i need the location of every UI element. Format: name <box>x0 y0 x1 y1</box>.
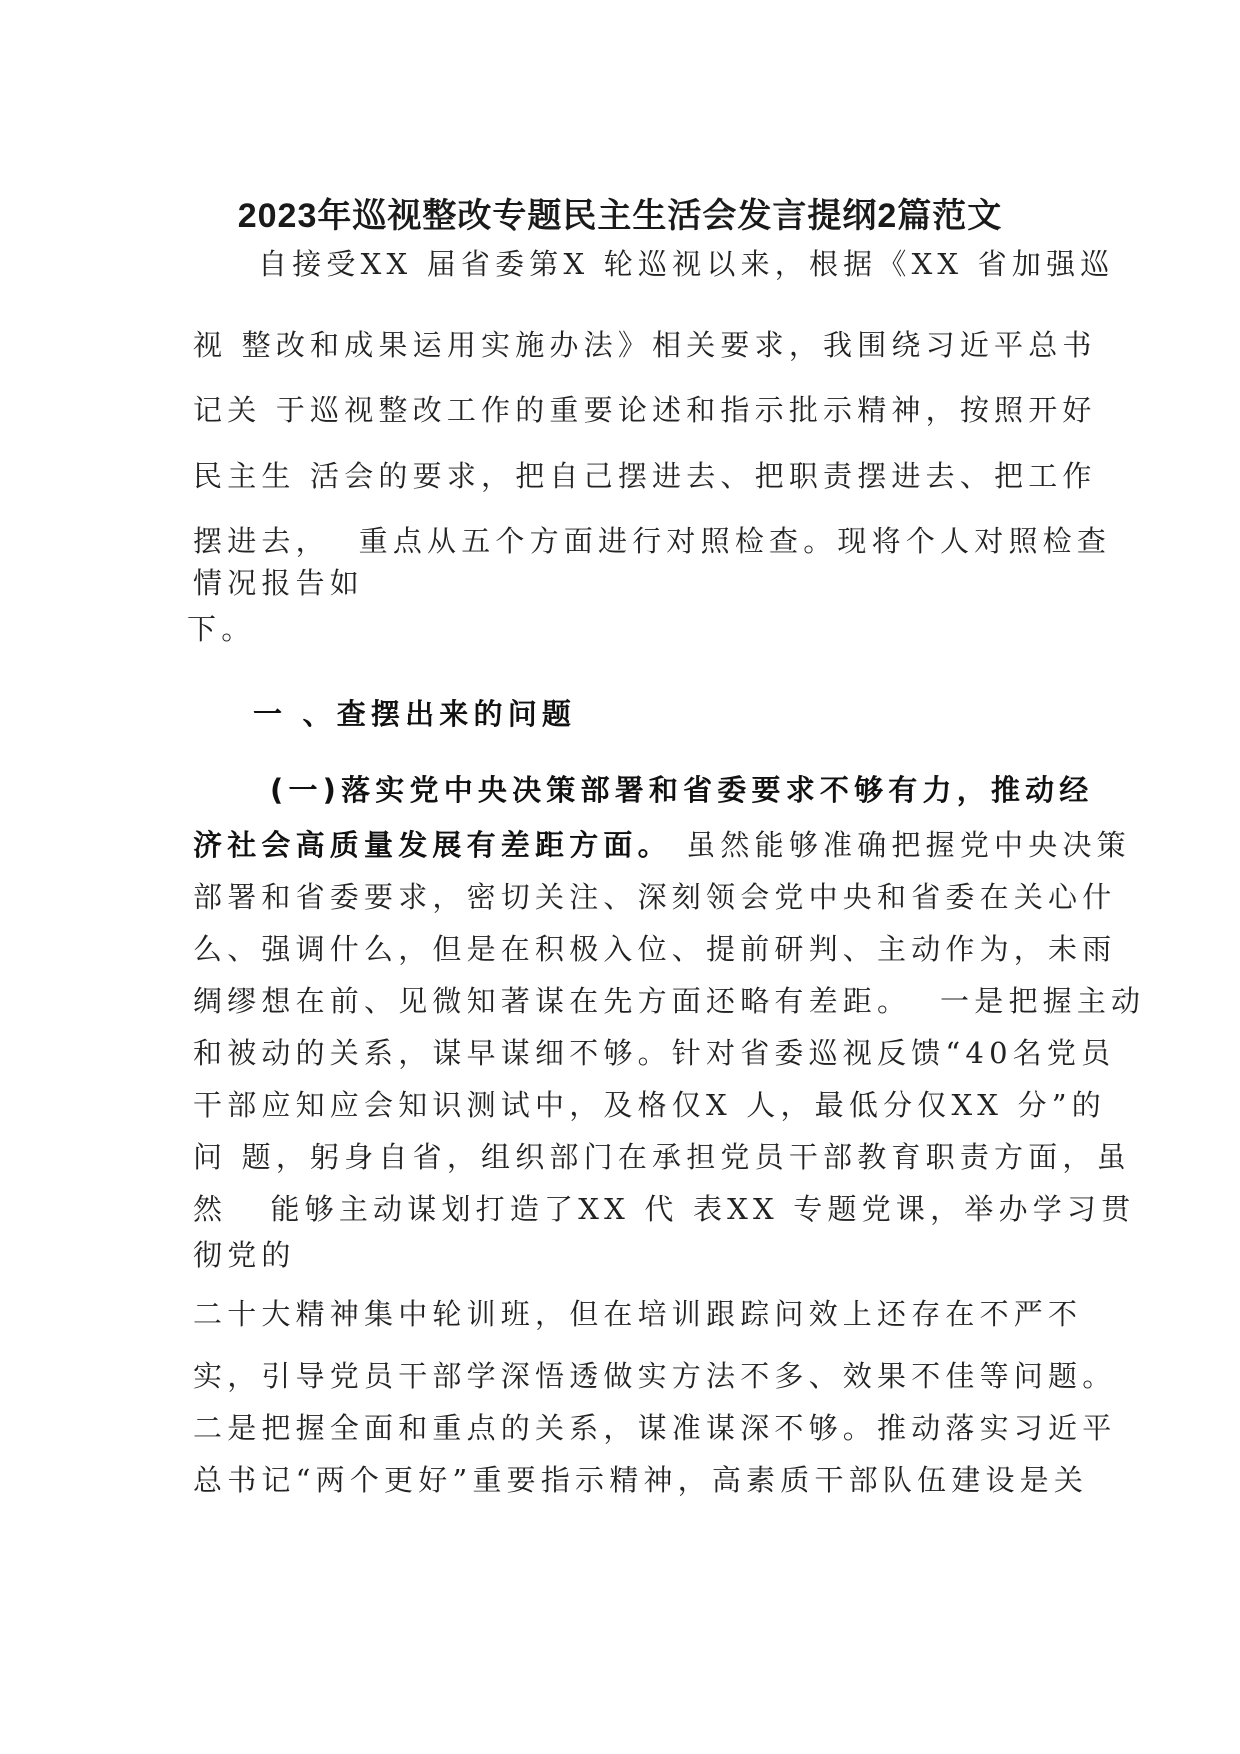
body-line: 总书记“两个更好”重要指示精神，高素质干部队伍建设是关 <box>193 1463 1089 1497</box>
document-title: 2023年巡视整改专题民主生活会发言提纲2篇范文 <box>237 197 1003 235</box>
intro-line: 下。 <box>187 612 256 646</box>
intro-line: 摆进去， 重点从五个方面进行对照检查。现将个人对照检查 <box>193 524 1112 558</box>
intro-line: 情况报告如 <box>193 566 365 600</box>
intro-line: 自接受XX 届省委第X 轮巡视以来，根据《XX 省加强巡 <box>258 247 1115 281</box>
body-line: 部署和省委要求，密切关注、深刻领会党中央和省委在关心什 <box>193 880 1117 914</box>
body-line: 二是把握全面和重点的关系，谋准谋深不够。推动落实习近平 <box>193 1411 1117 1445</box>
body-line: 实，引导党员干部学深悟透做实方法不多、效果不佳等问题。 <box>193 1359 1117 1393</box>
body-line: 绸缪想在前、见微知著谋在先方面还略有差距。 一是把握主动 <box>193 984 1146 1018</box>
section-heading: 一 、查摆出来的问题 <box>253 697 577 731</box>
subsection-heading: (一)落实党中央决策部署和省委要求不够有力，推动经 <box>270 773 1094 807</box>
body-line: 然 能够主动谋划打造了XX 代 表XX 专题党课，举办学习贯 <box>193 1192 1136 1226</box>
body-line: 么、强调什么，但是在积极入位、提前研判、主动作为，未雨 <box>193 932 1117 966</box>
intro-line: 视 整改和成果运用实施办法》相关要求，我围绕习近平总书 <box>193 328 1097 362</box>
body-line: 问 题，躬身自省，组织部门在承担党员干部教育职责方面，虽 <box>193 1140 1131 1174</box>
body-line: 干部应知应会知识测试中，及格仅X 人，最低分仅XX 分”的 <box>193 1088 1106 1122</box>
body-line: 彻党的 <box>193 1238 296 1272</box>
subsection-heading-end: 济社会高质量发展有差距方面。 <box>193 828 672 862</box>
body-line: 二十大精神集中轮训班，但在培训跟踪问效上还存在不严不 <box>193 1297 1083 1331</box>
subsection-line <box>193 828 1131 862</box>
subsection-line-rest: 虽然能够准确把握党中央决策 <box>671 828 1131 862</box>
intro-line: 记关 于巡视整改工作的重要论述和指示批示精神，按照开好 <box>193 393 1097 427</box>
body-line: 和被动的关系，谋早谋细不够。针对省委巡视反馈“40名党员 <box>193 1036 1116 1070</box>
intro-line: 民主生 活会的要求，把自己摆进去、把职责摆进去、把工作 <box>193 459 1097 493</box>
